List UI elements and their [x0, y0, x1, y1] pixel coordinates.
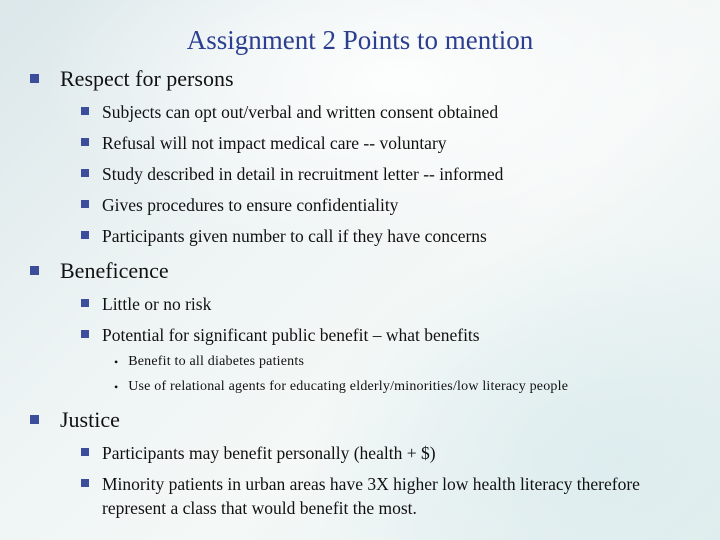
section-heading: Respect for persons: [60, 66, 234, 91]
square-bullet-icon: [30, 266, 39, 275]
list-item: [81, 100, 498, 124]
square-bullet-icon: [81, 169, 89, 177]
list-item: [81, 131, 447, 155]
list-item: [81, 162, 503, 186]
square-bullet-icon: [81, 330, 89, 338]
list-item-text: Participants may benefit personally (health + $): [102, 443, 436, 463]
list-item-text: Participants given number to call if they have concerns: [102, 226, 487, 246]
sub-list-item: [114, 354, 304, 370]
square-bullet-icon: [81, 479, 89, 487]
list-item: [81, 224, 487, 248]
dot-bullet-icon: •: [114, 355, 119, 369]
list-item-text: Little or no risk: [102, 294, 212, 314]
list-item-text: Subjects can opt out/verbal and written consent obtained: [102, 102, 499, 122]
list-item: [81, 323, 480, 347]
section-respect: [30, 66, 234, 92]
section-justice: [30, 407, 120, 433]
list-item-text: Gives procedures to ensure confidentiality: [102, 195, 399, 215]
list-item: [81, 441, 436, 465]
list-item-text: Potential for significant public benefit – what benefits: [102, 325, 480, 345]
sub-list-item-text: Use of relational agents for educating elderly/minorities/low literacy people: [128, 379, 569, 394]
square-bullet-icon: [81, 448, 89, 456]
list-item: [81, 292, 211, 316]
list-item: [81, 193, 398, 217]
square-bullet-icon: [30, 74, 39, 83]
section-heading: Beneficence: [60, 258, 169, 283]
square-bullet-icon: [81, 138, 89, 146]
sub-list-item: [114, 379, 568, 395]
section-heading: Justice: [60, 407, 120, 432]
square-bullet-icon: [81, 231, 89, 239]
list-item-text: Study described in detail in recruitment letter -- informed: [102, 164, 504, 184]
list-item: [81, 472, 671, 520]
square-bullet-icon: [81, 200, 89, 208]
sub-list-item-text: Benefit to all diabetes patients: [128, 354, 305, 369]
square-bullet-icon: [81, 299, 89, 307]
square-bullet-icon: [81, 107, 89, 115]
slide-title: Assignment 2 Points to mention: [186, 25, 534, 55]
square-bullet-icon: [30, 415, 39, 424]
section-beneficence: [30, 258, 169, 284]
dot-bullet-icon: •: [114, 380, 119, 394]
list-item-text: Minority patients in urban areas have 3X higher low health literacy therefore represent a class that would benefit the most.: [102, 474, 640, 518]
list-item-text: Refusal will not impact medical care -- voluntary: [102, 133, 447, 153]
